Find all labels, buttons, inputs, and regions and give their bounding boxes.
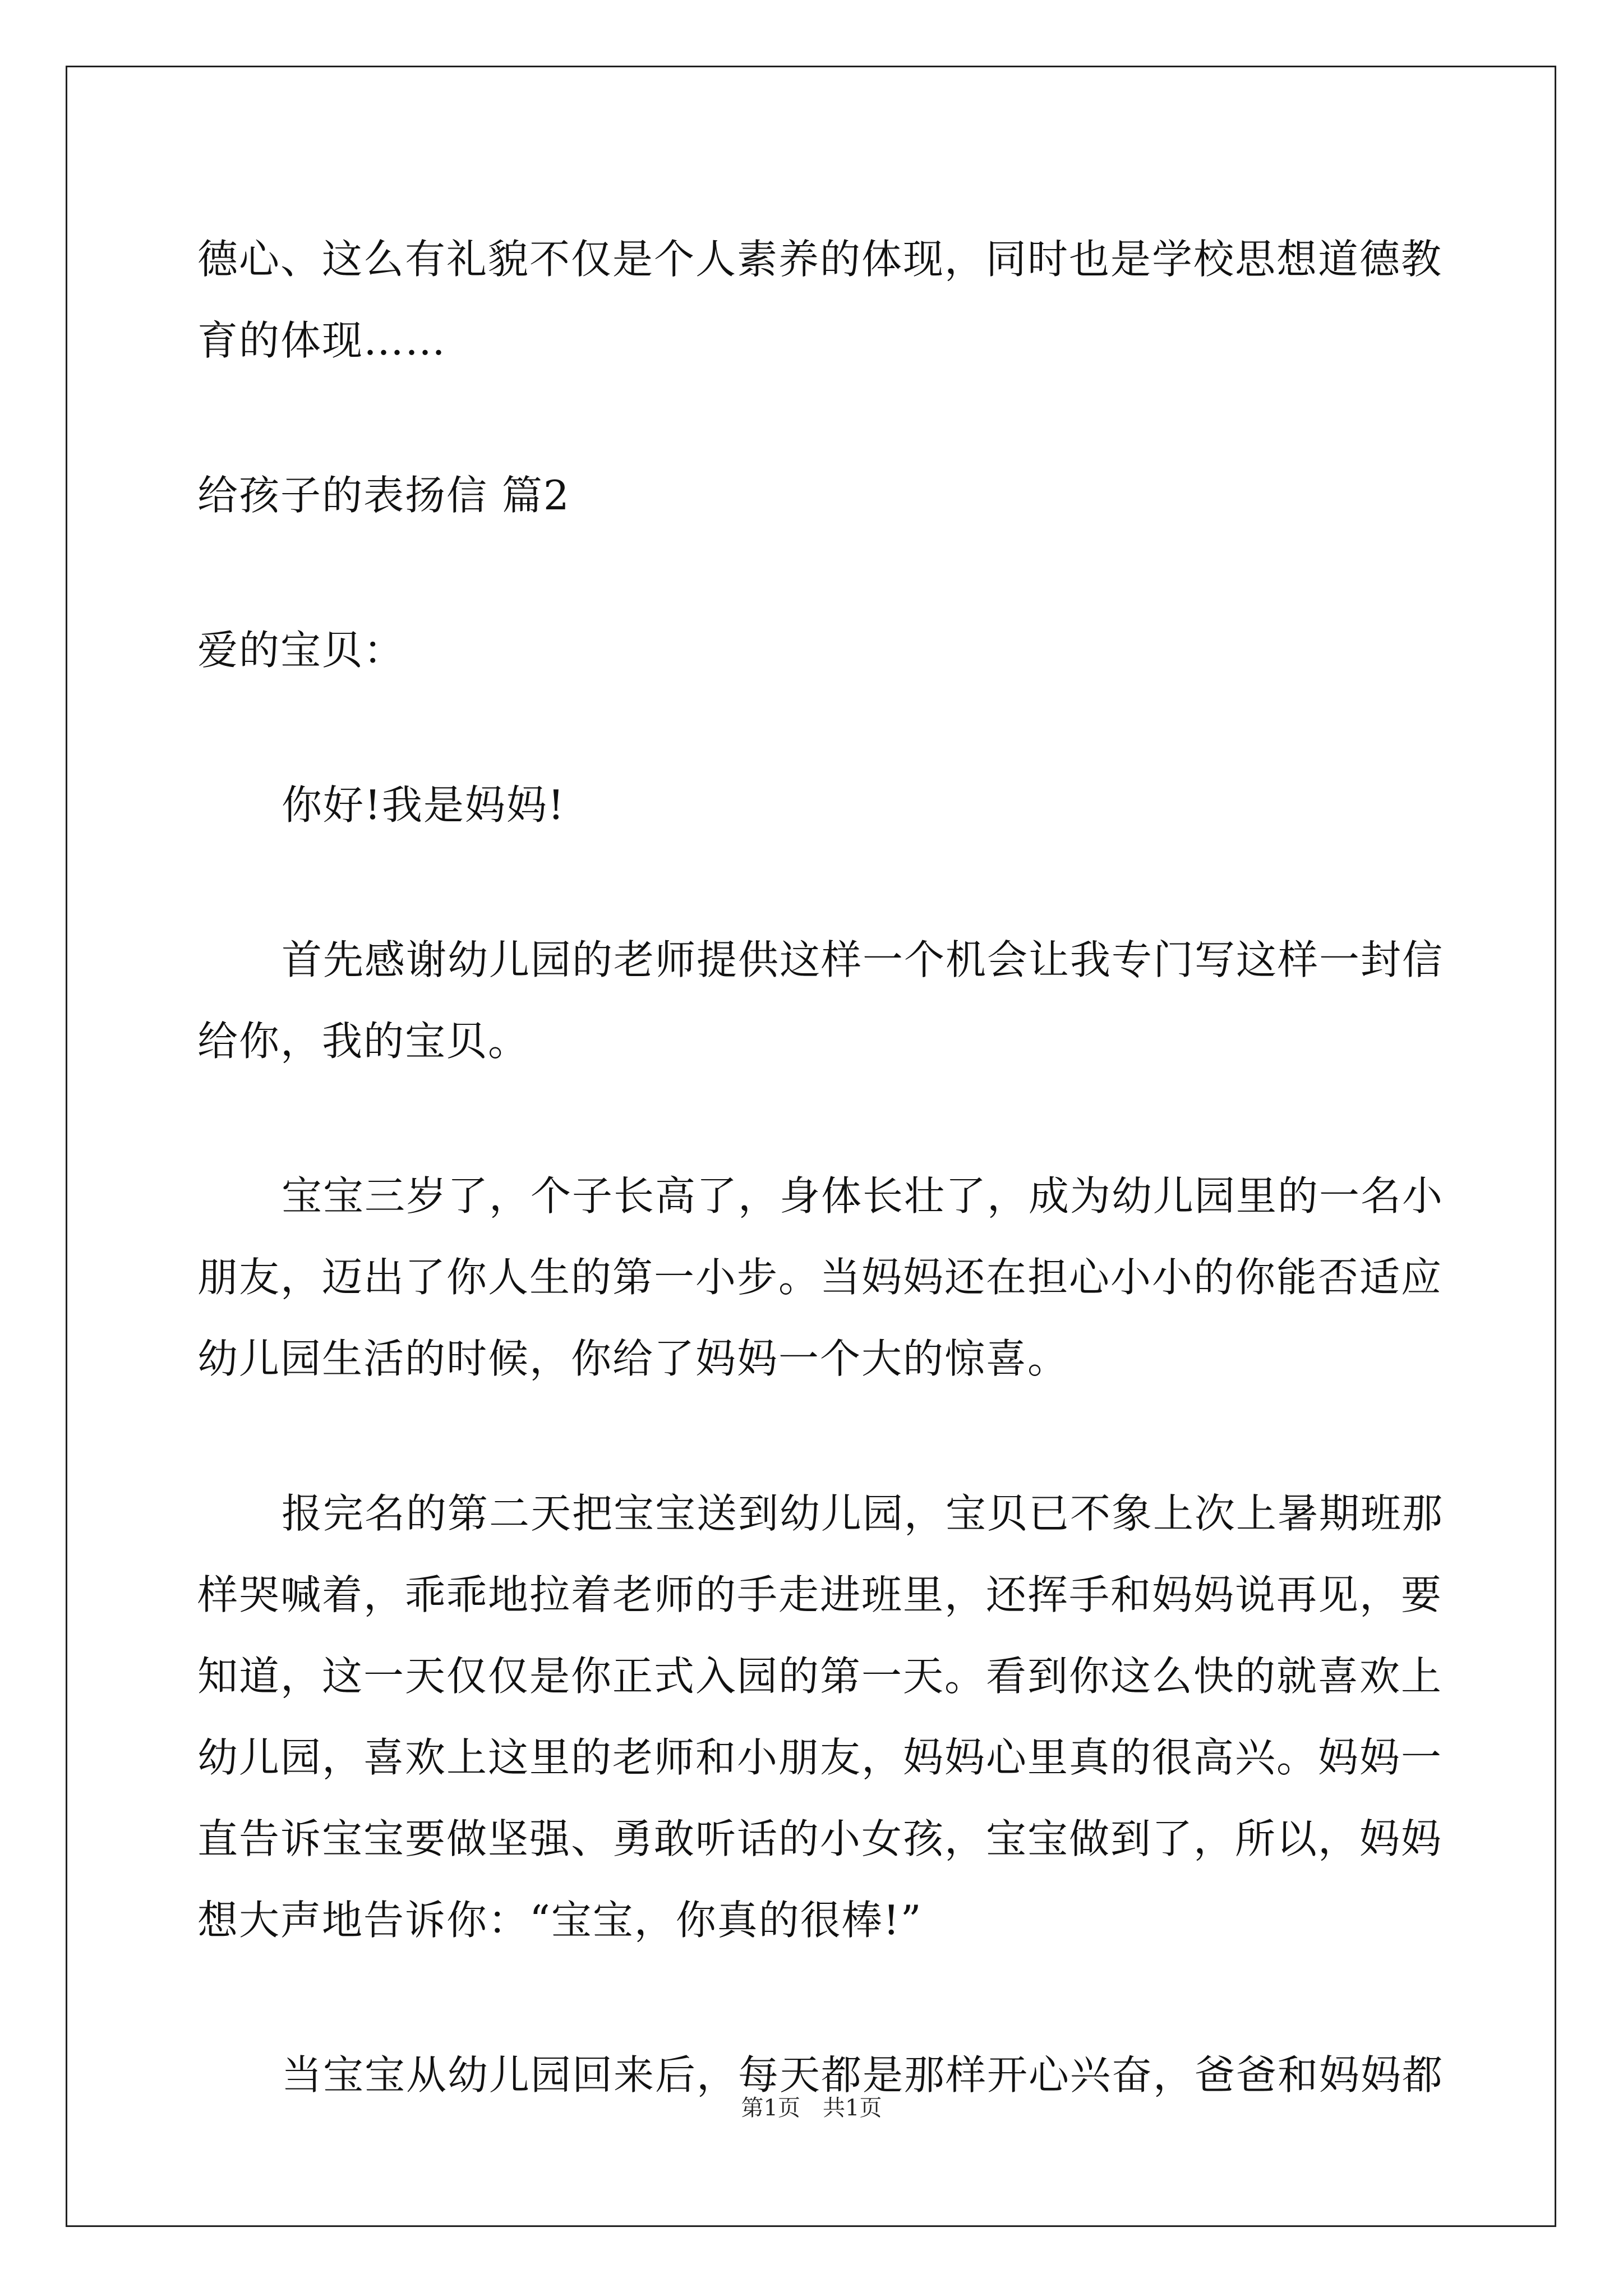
paragraph-gap <box>197 846 1428 919</box>
text-line: 想大声地告诉你：“宝宝，你真的很棒!” <box>197 1897 923 1944</box>
text-line: 首先感谢幼儿园的老师提供这样一个机会让我专门写这样一封信 <box>282 936 1444 983</box>
paragraph-gap <box>197 691 1428 765</box>
section-heading: 给孩子的表扬信 篇2 <box>197 472 570 519</box>
paragraph-gap <box>197 381 1428 455</box>
text-line: 朋友，迈出了你人生的第一小步。当妈妈还在担心小小的你能否适应 <box>197 1254 1443 1301</box>
document-body <box>197 219 1444 2116</box>
text-line: 知道，这一天仅仅是你正式入园的第一天。看到你这么快的就喜欢上 <box>197 1653 1443 1700</box>
text-line: 德心、这么有礼貌不仅是个人素养的体现，同时也是学校思想道德教 <box>197 236 1443 283</box>
text-line: 给你，我的宝贝。 <box>197 1018 530 1065</box>
text-line: 宝宝三岁了，个子长高了，身体长壮了，成为幼儿园里的一名小 <box>282 1172 1444 1220</box>
salutation: 爱的宝贝： <box>197 627 405 674</box>
page-footer <box>0 2091 1623 2125</box>
text-line: 报完名的第二天把宝宝送到幼儿园，宝贝已不象上次上暑期班那 <box>282 1490 1444 1537</box>
page-number-label: 第1页 共1页 <box>741 2095 882 2121</box>
text-line: 当宝宝从幼儿园回来后，每天都是那样开心兴奋，爸爸和妈妈都 <box>282 2051 1444 2099</box>
paragraph-gap <box>197 1400 1428 1473</box>
paragraph-gap <box>197 1082 1428 1156</box>
paragraph-gap <box>197 536 1428 610</box>
paragraph-gap <box>197 1961 1428 2035</box>
text-line: 样哭喊着，乖乖地拉着老师的手走进班里，还挥手和妈妈说再见，要 <box>197 1571 1443 1618</box>
text-line: 直告诉宝宝要做坚强、勇敢听话的小女孩，宝宝做到了，所以，妈妈 <box>197 1815 1443 1862</box>
greeting-line: 你好!我是妈妈! <box>282 781 565 829</box>
text-line: 育的体现…… <box>197 317 447 364</box>
text-line: 幼儿园生活的时候，你给了妈妈一个大的惊喜。 <box>197 1335 1069 1382</box>
text-line: 幼儿园，喜欢上这里的老师和小朋友，妈妈心里真的很高兴。妈妈一 <box>197 1734 1443 1781</box>
